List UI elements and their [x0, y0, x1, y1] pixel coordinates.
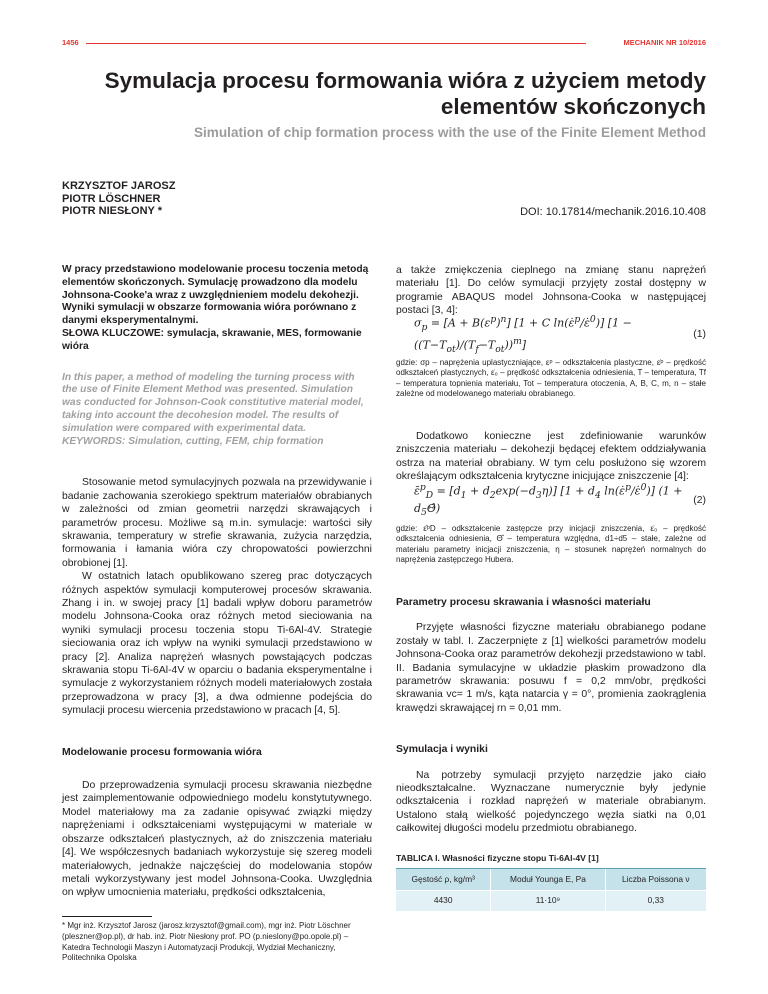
equation-damage-initiation: ε̄$^p_D$ = $[d_1 + d_2\exp(-d_3\eta)] [1 + d_4$ ln(ε̇$^p$/ε̇$^0$)] $(1 + d_5\Thetâ)$ (2) [414, 482, 706, 519]
footnote-rule [62, 916, 152, 917]
paragraph: W ostatnich latach opublikowano szereg prac dotyczących różnych aspektów symulacji komputerowej procesów skrawania. Zhang i in. w swojej pracy [1] badali wpływ doboru parametrów modelu Johnsona-Cooka oraz różnych metod sieciowania na wyniki symulacji procesu toczenia stopu Ti-6Al-4V. Strategie sieciowania oraz ich wpływ na wyniki symulacji przedstawiono w pracy [2]. Analiza naprężeń własnych powstających podczas skrawania stopu Ti-6Al-4V w oparciu o badania eksperymentalne i symulacje z wykorzystaniem różnych modeli materiałowych została przeprowadzona w pracy [3], a dwa odmienne podejścia do symulacji procesu wiercenia przedstawiono w pracach [4, 5]. [62, 571, 372, 717]
table-row [396, 891, 706, 911]
equation-johnson-cook: $\sigma_p = [A + B(\varepsilon^p)^n] [1 + C$ ln(ε̇$^p$/ε̇$^0$)] $[1 - ((T-T_{ot})/(T_f-T_{ot}))^m]$ (1) [414, 314, 706, 355]
section-heading: Symulacja i wyniki [396, 744, 488, 756]
section-heading: Modelowanie procesu formowania wióra [62, 746, 262, 758]
abstract-polish [62, 264, 372, 354]
abstract-text: In this paper, a method of modeling the turning process with the use of Finite Element Method was presented. Simulation was conducted for Johnson-Cook constitutive material model, taking into account the decohesion model. The results of simulation were compared with experimental data. [62, 371, 364, 434]
table-cell: 11·10⁹ [491, 891, 605, 911]
paragraph: a także zmiękczenia cieplnego na zmianę stanu naprężeń materiału [1]. Do celów symulacji przyjęty został dostępny w programie ABAQUS model Johnsona-Cooka w następującej postaci [3, 4]: [396, 265, 706, 317]
equation-legend: gdzie: ε̄ᵖD – odkształcenie zastępcze przy inicjacji zniszczenia, ε̇₀ – prędkość odkształcenia odniesienia, Θ̂ – temperatura względna, d1÷d5 – stałe, zależne od materiału parametry inicjacji zniszczenia, η – stosunek naprężeń normalnych do naprężenia zastępczego Hubera. [396, 523, 706, 565]
keywords: KEYWORDS: Simulation, cutting, FEM, chip formation [62, 435, 324, 447]
article-title: Symulacja procesu formowania wióra z użyciem metody elementów skończonych [104, 68, 706, 119]
abstract-text: W pracy przedstawiono modelowanie procesu toczenia metodą elementów skończonych. Symulację prowadzono dla modelu Johnsona-Cooke'a wraz z uwzględnieniem modelu dekohezji. Wyniki symulacji w obszarze formowania wióra porównano z danymi eksperymentalnymi. [62, 264, 369, 327]
paragraph: Stosowanie metod symulacyjnych pozwala na przewidywanie i badanie zachowania szerokiego spektrum materiałów obrabianych w zależności od zmian geometrii narzędzi skrawających i parametrów procesu. Możliwe są m.in. symulacje: wartości siły skrawania, temperatury w strefie skrawania, zużycia narzędzia, formowania i łamania wióra czy chropowatości powierzchni obrobionej [1]. [62, 477, 372, 569]
article-subtitle: Simulation of chip formation process with the use of the Finite Element Method [193, 125, 706, 140]
equation-legend: gdzie: σp – naprężenia uplastyczniające, εᵖ – odkształcenia plastyczne, ε̇ᵖ – prędkość odkształceń plastycznych, ε̇₀ – prędkość odkształcenia odniesienia, T – temperatura, Tf – temperatura topnienia materiału, Tot – temperatura otoczenia, A, B, C, m, n – stałe zależne od modelowanego materiału obrabianego. [396, 357, 706, 399]
material-properties-table [396, 868, 706, 911]
paragraph: Dodatkowo konieczne jest zdefiniowanie warunków zniszczenia materiału – dekohezji będącej efektem oddziaływania ostrza na materiał obrabiany. W tym celu posłużono się wzorem określającym odkształcenia krytyczne inicjujące zniszczenie [4]: [396, 431, 706, 483]
table-caption: TABLICA I. Własności fizyczne stopu Ti-6Al-4V [1] [396, 852, 599, 863]
equation-number: (1) [693, 328, 706, 340]
right-column [396, 264, 706, 911]
paragraph: Na potrzeby symulacji przyjęto narzędzie jako ciało nieodkształcalne. Wyznaczane numerycznie były jedynie odkształcenia i rozkład naprężeń w materiale obrabianym. Ustalono stałą wielkość pojedynczego węzła siatki na 0,01 całkowitej długości modelu przedmiotu obrabianego. [396, 769, 706, 835]
paragraph: Przyjęte własności fizyczne materiału obrabianego podane zostały w tabl. I. Zaczerpnięte z [1] wielkości parametrów modelu Johnsona-Cooka oraz parametrów dekohezji przedstawiono w tabl. II. Badania symulacyjne w układzie płaskim prowadzono dla parametrów skrawania: posuwu f = 0,2 mm/obr, prędkości skrawania vc= 1 m/s, kąta natarcia γ = 0°, promienia zaokrąglenia krawędzi skrawającej rn = 0,01 mm. [396, 622, 706, 714]
author: KRZYSZTOF JAROSZ [62, 180, 176, 192]
doi: DOI: 10.17814/mechanik.2016.10.408 [520, 206, 706, 218]
paragraph: Do przeprowadzenia symulacji procesu skrawania niezbędne jest zaimplementowanie odpowiedniego modelu konstytutywnego. Model materiałowy ma za zadanie opisywać związki między naprężeniami i odkształceniami występującymi w materiale w obszarze odkształceń plastycznych, aż do zniszczenia materiału [4]. We współczesnych badaniach wykorzystuje się szereg modeli materiałowych, jednakże najczęściej do modelowania stopów metali wykorzystywany jest model Johnsona-Cooka. Uwzględnia on wpływ umocnienia materiału, prędkości odkształcenia, [62, 780, 372, 899]
journal-name: MECHANIK NR 10/2016 [623, 38, 706, 47]
author-list [62, 180, 175, 218]
table-cell: 4430 [396, 891, 491, 911]
header-rule [86, 43, 586, 44]
column-header: Liczba Poissona ν [605, 869, 706, 891]
column-header: Moduł Younga E, Pa [491, 869, 605, 891]
equation-number: (2) [693, 494, 706, 506]
table-header-row [396, 869, 706, 891]
column-header: Gęstość ρ, kg/m³ [396, 869, 491, 891]
keywords: SŁOWA KLUCZOWE: symulacja, skrawanie, MES, formowanie wióra [62, 327, 362, 352]
abstract-english [62, 372, 372, 449]
running-header [62, 38, 706, 50]
table-cell: 0,33 [605, 891, 706, 911]
section-heading: Parametry procesu skrawania i własności materiału [396, 597, 651, 608]
author: PIOTR LÖSCHNER [62, 192, 161, 205]
author: PIOTR NIESŁONY * [62, 205, 163, 217]
footnote [62, 916, 372, 964]
footnote-text: * Mgr inż. Krzysztof Jarosz (jarosz.krzysztof@gmail.com), mgr inż. Piotr Löschner (pleszner@op.pl), dr hab. inż. Piotr Niesłony prof. PO (p.nieslony@po.opole.pl) – Katedra Technologii Maszyn i Automatyzacji Produkcji, Wydział Mechaniczny, Politechnika Opolska [62, 921, 351, 963]
page-number: 1456 [62, 38, 79, 47]
left-column [62, 264, 372, 900]
